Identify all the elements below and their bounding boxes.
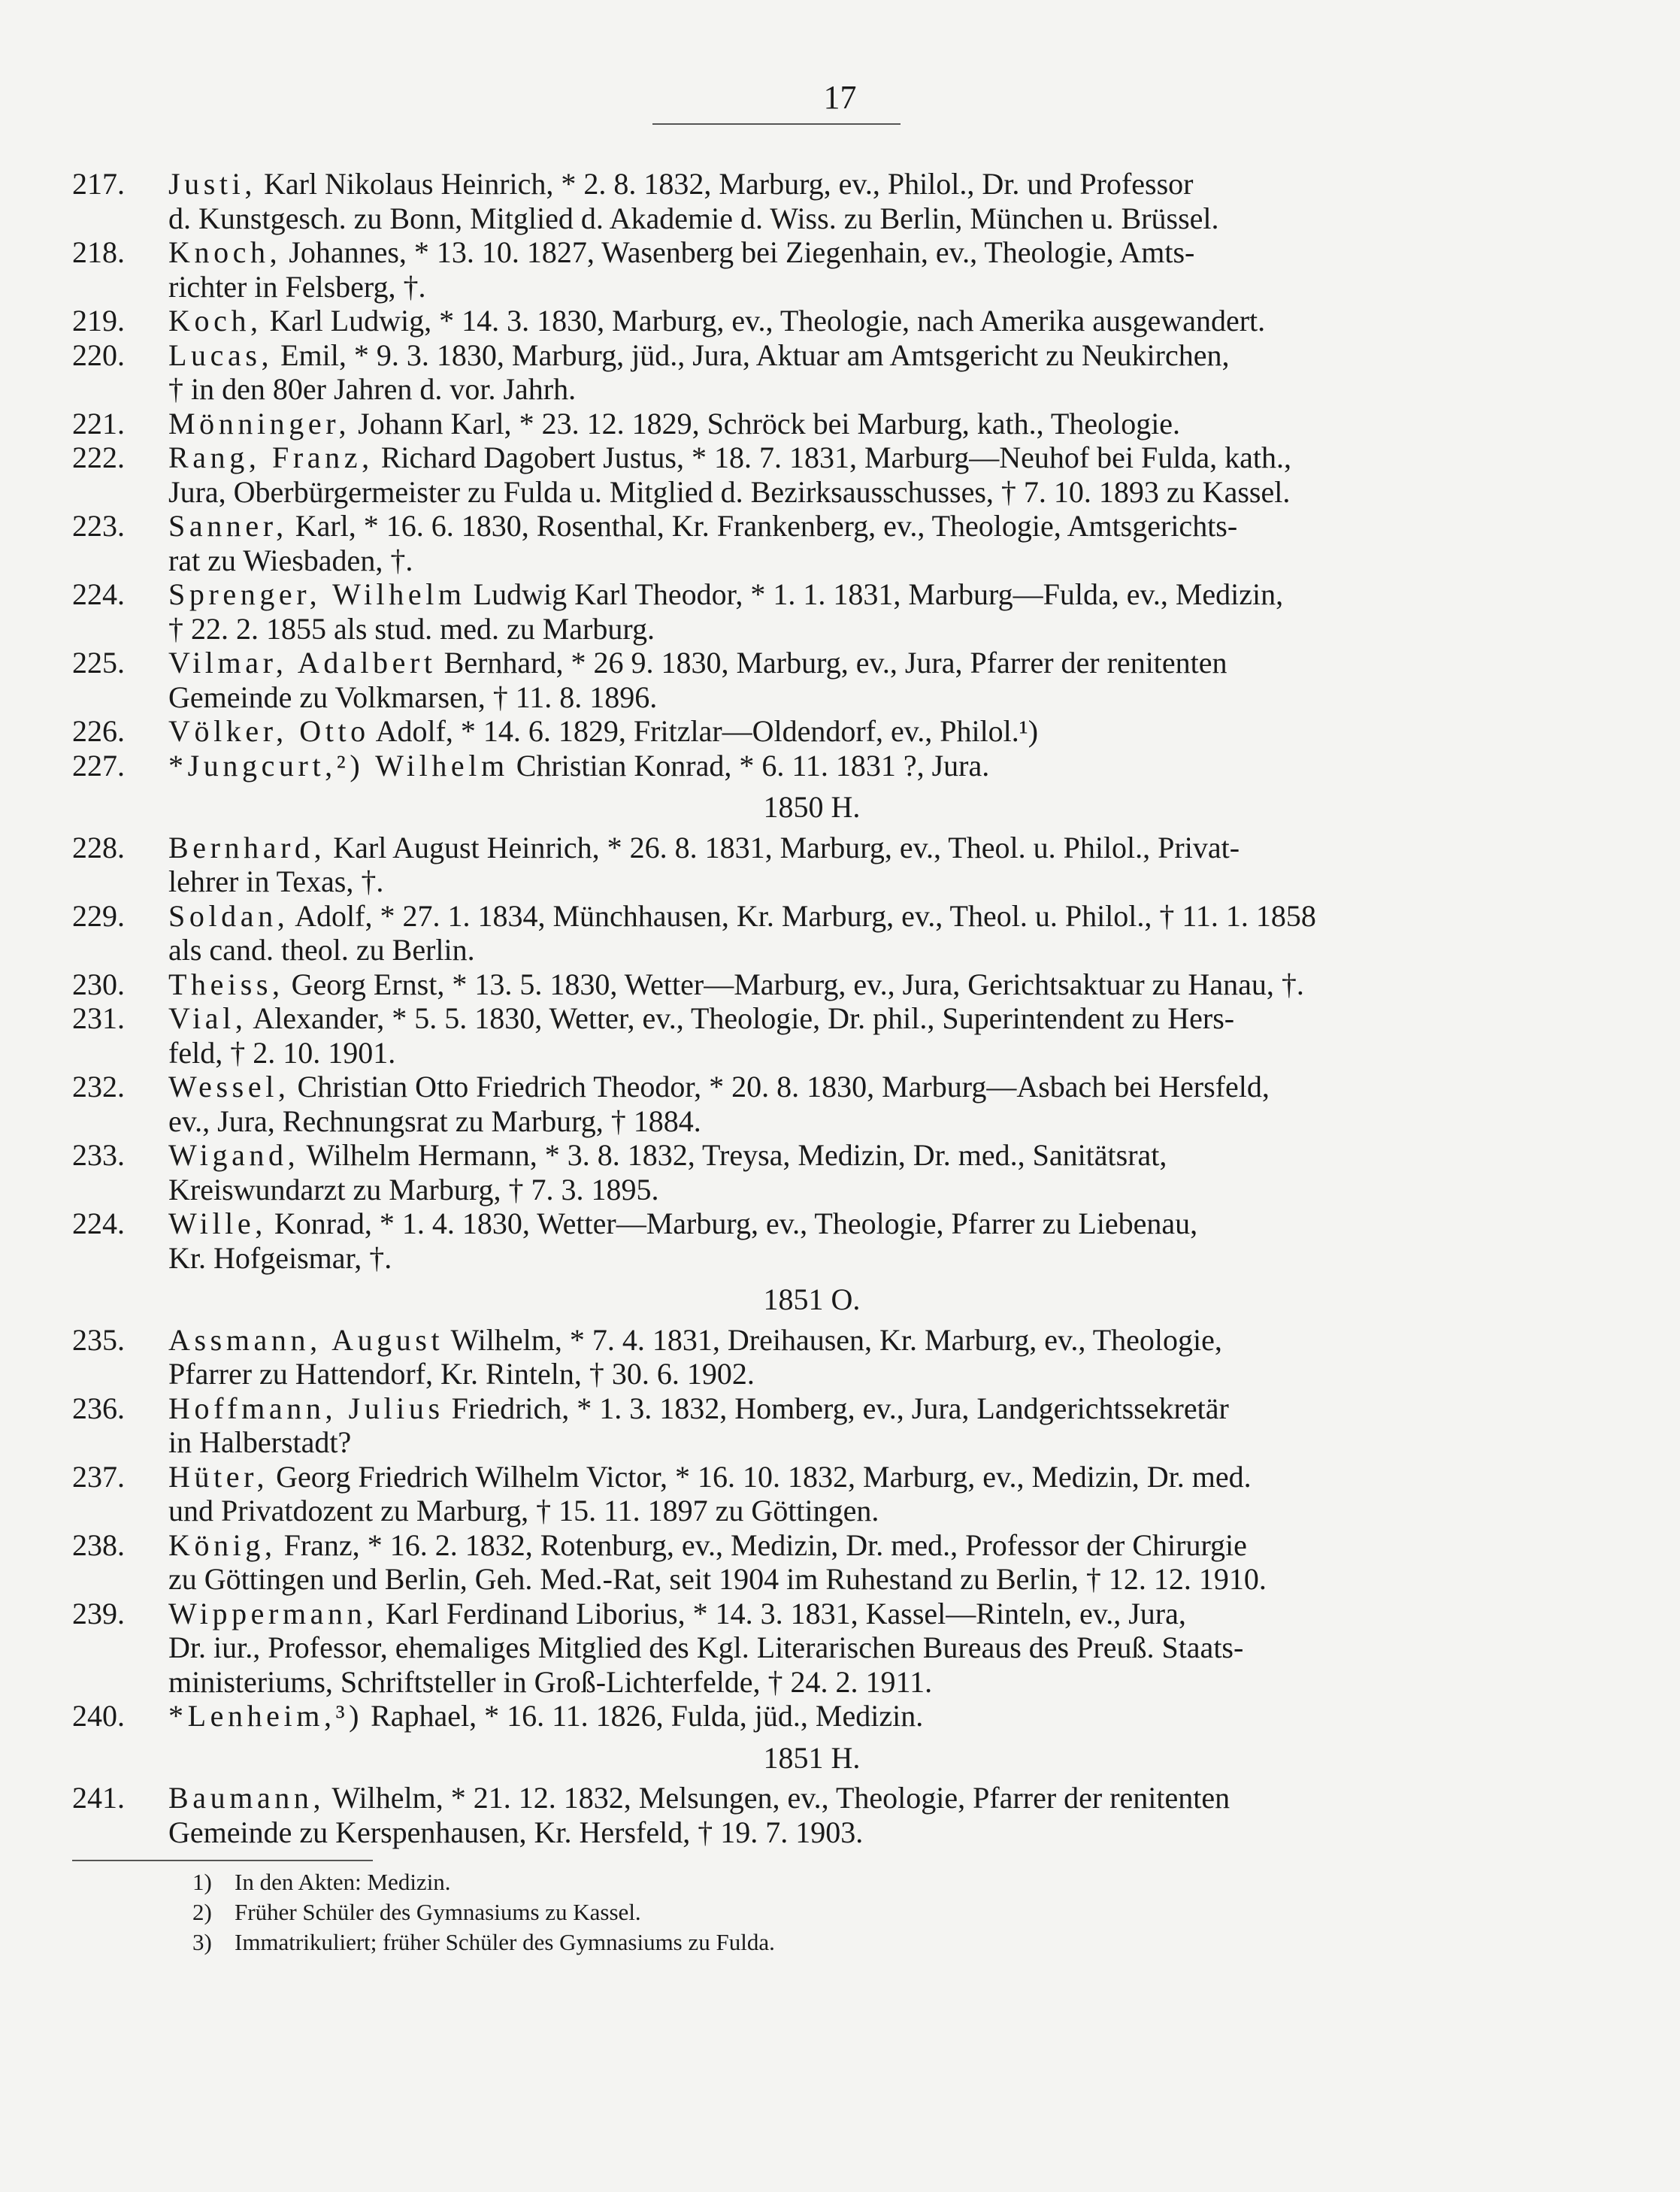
entry-given-names: Wilhelm, [450,1322,562,1357]
entry-given-names: Franz, [283,1527,360,1562]
entry-given-names: Raphael, [371,1699,477,1733]
register-entry [72,509,1455,543]
entry-details: * 13. 10. 1827, Wasenberg bei Ziegenhain, ev., Theologie, Amts- [413,235,1195,269]
entry-continuation: ev., Jura, Rechnungsrat zu Marburg, † 1884. [168,1104,701,1138]
entry-details: * 16. 2. 1832, Rotenburg, ev., Medizin, Dr. med., Professor der Chirurgie [367,1527,1247,1562]
footnote-mark: 3) [192,1929,212,1955]
entry-first-line [168,899,1455,934]
entry-surname: Baumann, [168,1781,325,1815]
entry-given-names: Karl Ludwig, [269,304,432,338]
register-entry [72,967,1455,1002]
footnote-mark: 1) [192,1869,212,1895]
entry-given-names: Georg Friedrich Wilhelm Victor, [276,1459,668,1494]
entry-details: * 1. 3. 1832, Homberg, ev., Jura, Landgerichtssekretär [577,1391,1229,1425]
entry-number: 224. [72,1207,125,1240]
entry-details: * 27. 1. 1834, Münchhausen, Kr. Marburg, ev., Theol. u. Philol., † 11. 1. 1858 [380,898,1316,933]
entry-continuation: als cand. theol. zu Berlin. [168,933,475,967]
register-entry [72,831,1455,865]
entry-details: * 6. 11. 1831 ?, Jura. [739,748,990,783]
page-number-rule [652,123,901,125]
entry-surname: Mönninger, [168,406,351,441]
footnote-rule [72,1860,373,1861]
entry-first-line [168,646,1455,680]
register-entry [72,407,1455,441]
register-entry [72,1781,1455,1815]
entry-details: * 3. 8. 1832, Treysa, Medizin, Dr. med., Sanitätsrat, [544,1138,1167,1172]
footnote-text: In den Akten: Medizin. [235,1869,451,1895]
entry-number: 224. [72,577,125,611]
entry-first-line [168,714,1455,749]
register-entry [72,1070,1455,1104]
register-entry [72,1460,1455,1494]
entry-number: 225. [72,646,125,680]
entry-continuation: Dr. iur., Professor, ehemaliges Mitglied des Kgl. Literarischen Bureaus des Preuß. Staats- [168,1630,1244,1664]
entry-first-line [168,1699,1455,1733]
entry-continuation: und Privatdozent zu Marburg, † 15. 11. 1897 zu Göttingen. [168,1494,879,1527]
register-entry [72,1001,1455,1036]
entry-first-line [168,167,1455,201]
entry-details: * 26. 8. 1831, Marburg, ev., Theol. u. Philol., Privat- [607,830,1240,864]
entry-continuation: Pfarrer zu Hattendorf, Kr. Rinteln, † 30. 6. 1902. [168,1357,755,1391]
entry-number: 235. [72,1322,125,1357]
entry-surname: König, [168,1527,277,1562]
register-entry [72,1528,1455,1563]
entry-details: * 14. 3. 1830, Marburg, ev., Theologie, nach Amerika ausgewandert. [439,304,1266,338]
entry-number: 222. [72,441,125,474]
footnote [192,1927,775,1957]
entry-surname: Völker, Otto [168,714,370,748]
entry-surname: Wigand, [168,1138,300,1172]
entry-details: * 13. 5. 1830, Wetter—Marburg, ev., Jura, Gerichtsaktuar zu Hanau, †. [452,967,1304,1001]
register-entry [72,304,1455,338]
entry-number: 228. [72,830,125,864]
entry-given-names: Karl, [295,509,356,543]
register-entry [72,1323,1455,1358]
entries-block-4 [72,1781,1455,1849]
register-entry [72,1699,1455,1733]
entry-number: 217. [72,167,125,201]
entry-details: * 1. 1. 1831, Marburg—Fulda, ev., Medizin, [750,577,1284,611]
entry-continuation: rat zu Wiesbaden, †. [168,543,413,577]
entry-first-line [168,235,1455,270]
entry-number: 239. [72,1596,125,1630]
entry-number: 231. [72,1001,125,1035]
entry-first-line [168,338,1455,373]
entry-first-line [168,407,1455,441]
entry-number: 229. [72,898,125,933]
entry-surname: *Jungcurt,²) Wilhelm [168,748,509,783]
register-entry [72,1138,1455,1173]
entry-continuation: in Halberstadt? [168,1425,352,1459]
register-entry [72,1391,1455,1426]
register-entry [72,441,1455,475]
footnote-text: Früher Schüler des Gymnasiums zu Kassel. [235,1899,641,1925]
entry-continuation: Jura, Oberbürgermeister zu Fulda u. Mitglied d. Bezirksausschusses, † 7. 10. 1893 zu Kassel. [168,474,1291,509]
entry-number: 230. [72,967,125,1001]
entry-continuation: richter in Felsberg, †. [168,269,426,304]
entry-first-line [168,1070,1455,1104]
entry-number: 236. [72,1391,125,1425]
entry-first-line [168,1597,1455,1631]
entry-continuation: zu Göttingen und Berlin, Geh. Med.-Rat, seit 1904 im Ruhestand zu Berlin, † 12. 12. 1910. [168,1562,1267,1596]
entry-surname: Hüter, [168,1459,269,1494]
entry-number: 232. [72,1070,125,1104]
entry-given-names: Alexander, [253,1001,385,1035]
entry-details: * 1. 4. 1830, Wetter—Marburg, ev., Theologie, Pfarrer zu Liebenau, [379,1207,1198,1240]
entry-details: * 14. 3. 1831, Kassel—Rinteln, ev., Jura, [692,1596,1186,1630]
entry-number: 226. [72,714,125,748]
entry-first-line [168,1207,1455,1241]
entry-given-names: Konrad, [274,1207,372,1240]
entry-continuation: Kreiswundarzt zu Marburg, † 7. 3. 1895. [168,1172,659,1207]
entry-surname: Sanner, [168,509,288,543]
entry-details: * 23. 12. 1829, Schröck bei Marburg, kath., Theologie. [519,406,1181,441]
entry-first-line [168,1138,1455,1173]
register-entry [72,1207,1455,1241]
page-number: 17 [823,79,857,116]
entry-details: * 18. 7. 1831, Marburg—Neuhof bei Fulda, kath., [691,441,1292,474]
entry-surname: Hoffmann, Julius [168,1391,444,1425]
entry-continuation: Gemeinde zu Volkmarsen, † 11. 8. 1896. [168,680,658,714]
entry-details: * 20. 8. 1830, Marburg—Asbach bei Hersfeld, [709,1070,1270,1104]
entry-details: * 16. 11. 1826, Fulda, jüd., Medizin. [484,1699,924,1733]
entry-first-line [168,749,1455,783]
entry-details: * 7. 4. 1831, Dreihausen, Kr. Marburg, ev., Theologie, [569,1322,1222,1357]
footnote-text: Immatrikuliert; früher Schüler des Gymnasiums zu Fulda. [235,1929,775,1955]
entry-surname: Assmann, August [168,1322,444,1357]
entry-continuation: Kr. Hofgeismar, †. [168,1240,392,1275]
entry-number: 219. [72,304,125,338]
footnote [192,1867,775,1897]
entry-first-line [168,509,1455,543]
entry-continuation: Gemeinde zu Kerspenhausen, Kr. Hersfeld, † 19. 7. 1903. [168,1815,864,1849]
entry-given-names: Karl Ferdinand Liborius, [385,1596,686,1630]
entry-surname: Wille, [168,1207,267,1240]
register-entry [72,646,1455,680]
entry-given-names: Emil, [280,338,347,372]
entry-given-names: Wilhelm Hermann, [306,1138,537,1172]
entry-continuation: † in den 80er Jahren d. vor. Jahrh. [168,372,577,406]
entry-details: * 2. 8. 1832, Marburg, ev., Philol., Dr. und Professor [561,167,1194,201]
register-entry [72,1597,1455,1631]
entry-first-line [168,1391,1455,1426]
entry-given-names: Johann Karl, [358,406,512,441]
entry-surname: Bernhard, [168,830,326,864]
entry-number: 240. [72,1699,125,1733]
entry-details: * 5. 5. 1830, Wetter, ev., Theologie, Dr. phil., Superintendent zu Hers- [392,1001,1235,1035]
entry-details: * 9. 3. 1830, Marburg, jüd., Jura, Aktuar am Amtsgericht zu Neukirchen, [353,338,1230,372]
footnote-mark: 2) [192,1899,212,1925]
register-entry [72,714,1455,749]
entries-block-1 [72,167,1455,783]
entry-surname: Lucas, [168,338,274,372]
entry-continuation: feld, † 2. 10. 1901. [168,1035,396,1070]
entry-number: 220. [72,338,125,372]
entries-block-2 [72,831,1455,1276]
entry-given-names: Richard Dagobert Justus, [380,441,684,474]
entry-details: * 26 9. 1830, Marburg, ev., Jura, Pfarrer der renitenten [571,646,1227,680]
entry-given-names: Adolf, [375,714,453,748]
entry-details: * 16. 6. 1830, Rosenthal, Kr. Frankenberg, ev., Theologie, Amtsgerichts- [363,509,1238,543]
register-entry [72,235,1455,270]
entry-number: 221. [72,406,125,441]
entry-continuation: d. Kunstgesch. zu Bonn, Mitglied d. Akademie d. Wiss. zu Berlin, München u. Brüssel. [168,201,1219,235]
register-entry [72,577,1455,612]
entry-details: * 16. 10. 1832, Marburg, ev., Medizin, Dr. med. [675,1459,1252,1494]
entry-surname: Sprenger, Wilhelm [168,577,466,611]
entry-surname: Justi, [168,167,256,201]
entry-surname: Rang, Franz, [168,441,374,474]
entry-given-names: Friedrich, [451,1391,570,1425]
entries-block-3 [72,1323,1455,1733]
entry-continuation: † 22. 2. 1855 als stud. med. zu Marburg. [168,611,655,646]
register-entry [72,167,1455,201]
entry-first-line [168,1528,1455,1563]
entry-first-line [168,1001,1455,1036]
entry-surname: Soldan, [168,898,289,933]
entry-given-names: Karl August Heinrich, [333,830,600,864]
section-heading-1851-o: 1851 O. [763,1282,861,1316]
entry-number: 233. [72,1138,125,1172]
section-heading-1851-h: 1851 H. [763,1740,861,1775]
entry-first-line [168,577,1455,612]
entry-surname: Knoch, [168,235,282,269]
footnotes [192,1867,775,1957]
entry-first-line [168,304,1455,338]
entry-number: 218. [72,235,125,269]
section-heading-1850-h: 1850 H. [763,790,861,824]
entry-given-names: Adolf, [295,898,373,933]
entry-given-names: Wilhelm, [331,1781,443,1815]
register-list [72,167,1455,1849]
entry-surname: Vial, [168,1001,247,1035]
footnote [192,1897,775,1927]
register-entry [72,899,1455,934]
entry-given-names: Johannes, [289,235,407,269]
entry-details: * 21. 12. 1832, Melsungen, ev., Theologie, Pfarrer der renitenten [450,1781,1230,1815]
entry-details: * 14. 6. 1829, Fritzlar—Oldendorf, ev., Philol.¹) [460,714,1039,748]
entry-continuation: ministeriums, Schriftsteller in Groß-Lichterfelde, † 24. 2. 1911. [168,1664,933,1699]
entry-first-line [168,831,1455,865]
entry-first-line [168,1323,1455,1358]
entry-surname: Theiss, [168,967,284,1001]
entry-given-names: Christian Otto Friedrich Theodor, [297,1070,702,1104]
entry-number: 227. [72,748,125,783]
entry-number: 223. [72,509,125,543]
entry-given-names: Georg Ernst, [291,967,445,1001]
entry-given-names: Ludwig Karl Theodor, [473,577,743,611]
entry-given-names: Christian Konrad, [516,748,732,783]
entry-first-line [168,1460,1455,1494]
register-entry [72,338,1455,373]
entry-number: 241. [72,1781,125,1815]
register-entry [72,749,1455,783]
entry-given-names: Bernhard, [443,646,564,680]
entry-surname: Wippermann, [168,1596,378,1630]
entry-given-names: Karl Nikolaus Heinrich, [263,167,554,201]
entry-first-line [168,441,1455,475]
entry-surname: Vilmar, Adalbert [168,646,437,680]
entry-surname: Wessel, [168,1070,290,1104]
entry-first-line [168,967,1455,1002]
entry-number: 238. [72,1527,125,1562]
entry-surname: *Lenheim,³) [168,1699,364,1733]
entry-continuation: lehrer in Texas, †. [168,864,384,898]
entry-surname: Koch, [168,304,262,338]
entry-first-line [168,1781,1455,1815]
entry-number: 237. [72,1459,125,1494]
